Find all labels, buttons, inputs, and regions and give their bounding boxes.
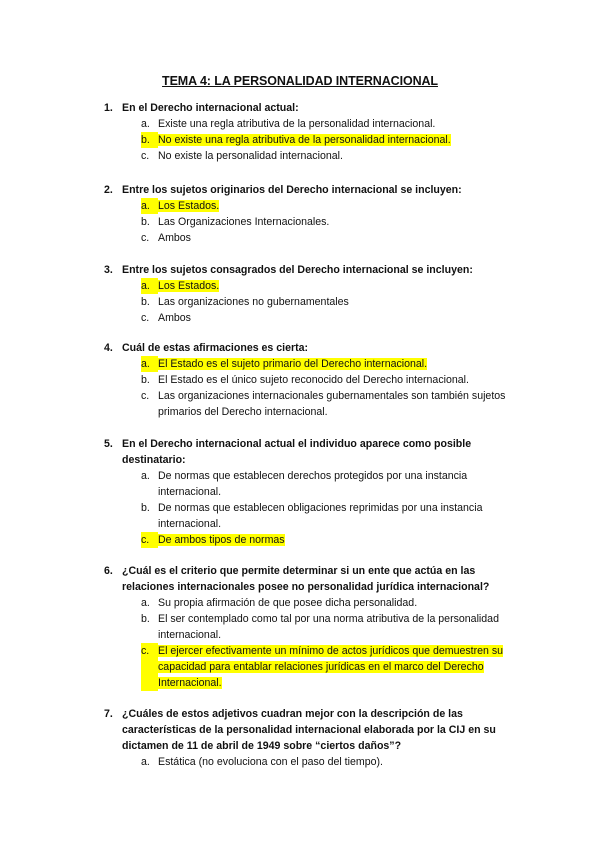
question-3	[104, 262, 524, 326]
question-number: 7.	[104, 708, 113, 720]
option-label: Ambos	[158, 312, 191, 324]
option-label: De normas que establecen obligaciones reprimidas por una instancia internacional.	[158, 502, 483, 530]
highlighted-answer: Los Estados.	[158, 280, 220, 292]
option-text	[158, 132, 524, 148]
question-header	[104, 563, 524, 595]
option-text	[158, 148, 524, 164]
answer-options	[104, 468, 524, 548]
option-label: El Estado es el único sujeto reconocido del Derecho internacional.	[158, 374, 469, 386]
option-label: Las Organizaciones Internacionales.	[158, 216, 330, 228]
option-text	[158, 532, 524, 548]
answer-option	[141, 532, 524, 548]
answer-option	[141, 643, 524, 691]
option-text	[158, 116, 524, 132]
answer-option	[141, 116, 524, 132]
answer-option	[141, 132, 524, 148]
highlighted-answer: El ejercer efectivamente un mínimo de actos jurídicos que demuestren su capacidad para entablar relaciones jurídicas en el marco del Derecho Internacional.	[158, 645, 504, 689]
highlighted-answer: No existe una regla atributiva de la personalidad internacional.	[158, 134, 451, 146]
option-label: Estática (no evoluciona con el paso del tiempo).	[158, 756, 383, 768]
option-label: Ambos	[158, 232, 191, 244]
question-header	[104, 182, 524, 198]
option-letter: a.	[141, 756, 150, 768]
answer-option	[141, 468, 524, 500]
question-header	[104, 706, 524, 754]
question-number: 1.	[104, 102, 113, 114]
answer-option	[141, 294, 524, 310]
question-text: ¿Cuál es el criterio que permite determinar si un ente que actúa en las relaciones internacionales posee no personalidad jurídica internacional?	[122, 565, 490, 593]
question-header	[104, 100, 524, 116]
option-letter: b.	[141, 216, 150, 228]
option-letter: b.	[141, 374, 150, 386]
option-text	[158, 230, 524, 246]
option-label: Existe una regla atributiva de la personalidad internacional.	[158, 118, 436, 130]
question-4	[104, 340, 524, 420]
question-text: Entre los sujetos consagrados del Derecho internacional se incluyen:	[122, 264, 473, 276]
answer-option	[141, 388, 524, 420]
answer-option	[141, 500, 524, 532]
question-header	[104, 340, 524, 356]
option-letter: a.	[141, 597, 150, 609]
highlighted-answer: El Estado es el sujeto primario del Derecho internacional.	[158, 358, 428, 370]
question-2	[104, 182, 524, 246]
option-text	[158, 595, 524, 611]
answer-option	[141, 214, 524, 230]
option-text	[158, 468, 524, 500]
option-letter: c.	[141, 312, 150, 324]
answer-option	[141, 611, 524, 643]
option-letter: b.	[141, 502, 150, 514]
answer-option	[141, 595, 524, 611]
option-letter: c.	[141, 390, 150, 402]
option-label: El ser contemplado como tal por una norma atributiva de la personalidad internacional.	[158, 613, 499, 641]
option-letter: a.	[141, 470, 150, 482]
question-text: ¿Cuáles de estos adjetivos cuadran mejor con la descripción de las características de la personalidad internacional elaborada por la CIJ en su dictamen de 11 de abril de 1949 sobre “ciertos daños”?	[122, 708, 496, 752]
option-text	[158, 754, 524, 770]
option-text	[158, 310, 524, 326]
question-5	[104, 436, 524, 548]
answer-options	[104, 754, 524, 770]
option-text	[158, 388, 524, 420]
option-text	[158, 372, 524, 388]
option-text	[158, 500, 524, 532]
question-1	[104, 100, 524, 164]
option-text	[158, 214, 524, 230]
highlighted-answer: Los Estados.	[158, 200, 220, 212]
answer-option	[141, 148, 524, 164]
option-letter: a.	[141, 198, 158, 214]
answer-options	[104, 278, 524, 326]
page-title: TEMA 4: LA PERSONALIDAD INTERNACIONAL	[162, 74, 438, 88]
question-header	[104, 436, 524, 468]
answer-option	[141, 372, 524, 388]
option-text	[158, 278, 524, 294]
option-label: Las organizaciones no gubernamentales	[158, 296, 349, 308]
question-number: 2.	[104, 184, 113, 196]
answer-options	[104, 356, 524, 420]
answer-options	[104, 116, 524, 164]
question-text: Entre los sujetos originarios del Derecho internacional se incluyen:	[122, 184, 462, 196]
option-letter: b.	[141, 613, 150, 625]
option-text	[158, 643, 524, 691]
question-number: 4.	[104, 342, 113, 354]
answer-option	[141, 754, 524, 770]
option-letter: b.	[141, 132, 158, 148]
option-letter: c.	[141, 150, 150, 162]
answer-options	[104, 198, 524, 246]
question-7	[104, 706, 524, 770]
option-letter: b.	[141, 296, 150, 308]
option-letter: a.	[141, 278, 158, 294]
option-label: Las organizaciones internacionales gubernamentales son también sujetos primarios del Derecho internacional.	[158, 390, 506, 418]
answer-option	[141, 310, 524, 326]
question-text: En el Derecho internacional actual el individuo aparece como posible destinatario:	[122, 438, 472, 466]
option-text	[158, 611, 524, 643]
option-text	[158, 356, 524, 372]
option-letter: c.	[141, 232, 150, 244]
question-number: 3.	[104, 264, 113, 276]
answer-option	[141, 356, 524, 372]
option-letter: a.	[141, 356, 158, 372]
answer-options	[104, 595, 524, 691]
option-text	[158, 294, 524, 310]
option-label: No existe la personalidad internacional.	[158, 150, 343, 162]
option-letter: a.	[141, 118, 150, 130]
option-text	[158, 198, 524, 214]
answer-option	[141, 230, 524, 246]
question-6	[104, 563, 524, 691]
highlighted-answer: De ambos tipos de normas	[158, 534, 285, 546]
question-number: 6.	[104, 565, 113, 577]
option-letter: c.	[141, 643, 158, 691]
option-label: De normas que establecen derechos protegidos por una instancia internacional.	[158, 470, 468, 498]
answer-option	[141, 278, 524, 294]
question-header	[104, 262, 524, 278]
option-label: Su propia afirmación de que posee dicha personalidad.	[158, 597, 418, 609]
question-text: En el Derecho internacional actual:	[122, 102, 299, 114]
question-number: 5.	[104, 438, 113, 450]
question-text: Cuál de estas afirmaciones es cierta:	[122, 342, 309, 354]
answer-option	[141, 198, 524, 214]
option-letter: c.	[141, 532, 158, 548]
